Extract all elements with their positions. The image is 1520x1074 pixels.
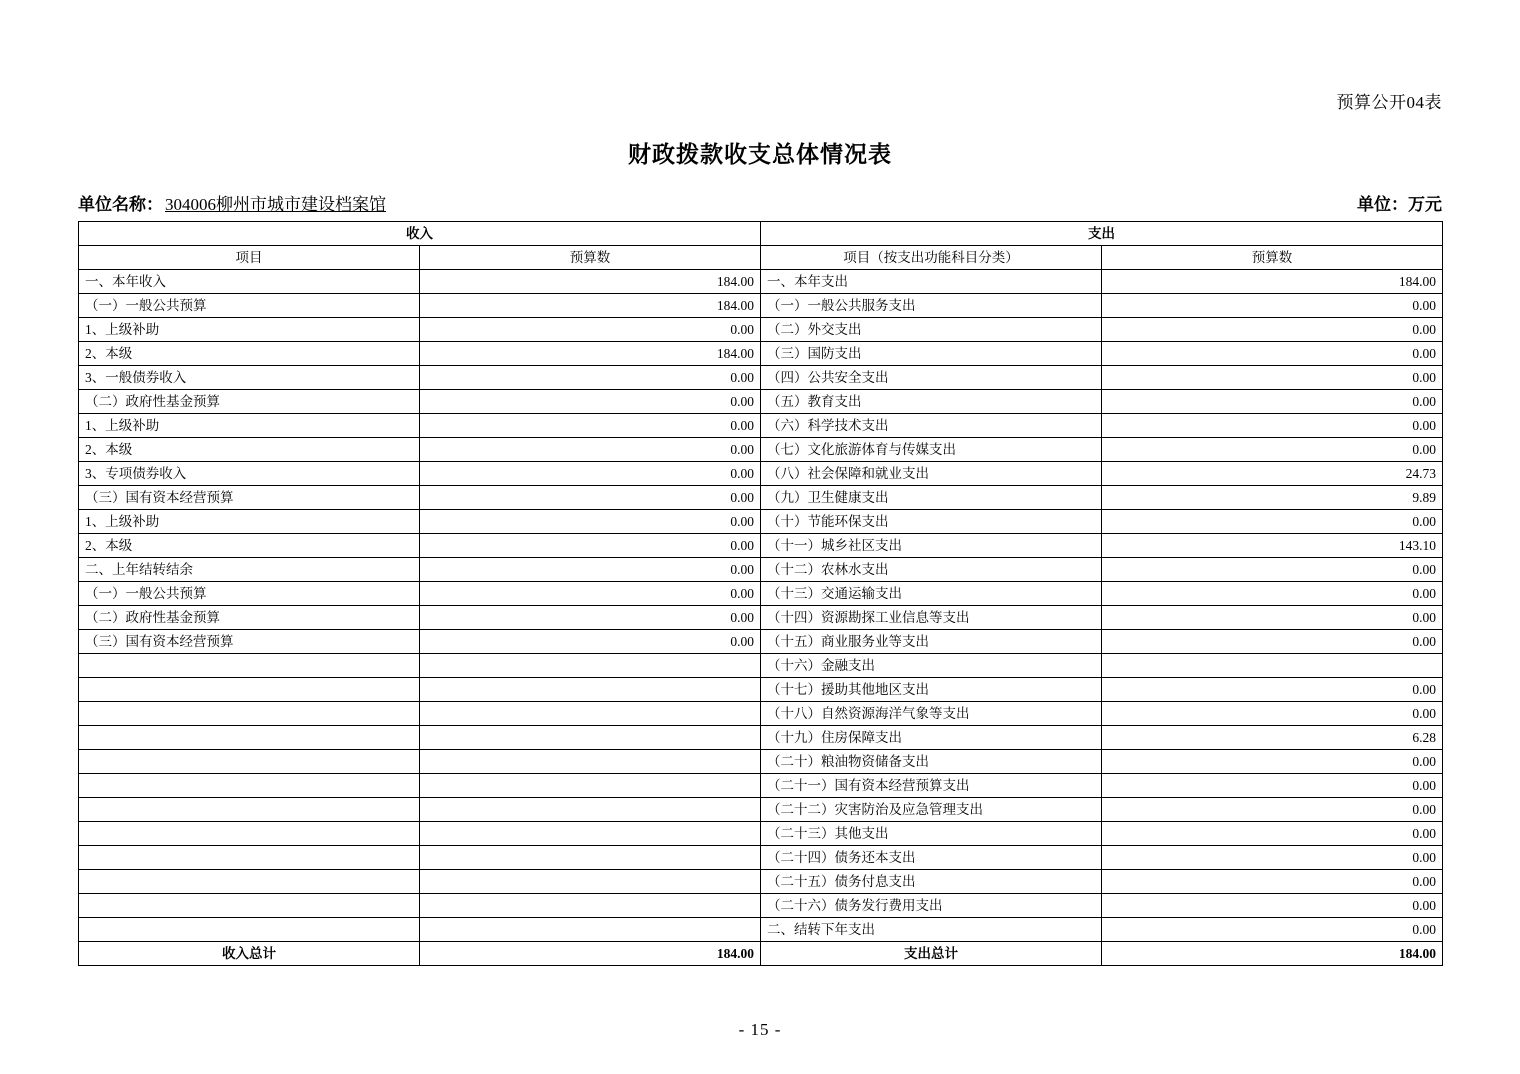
expense-item-cell: （十九）住房保障支出 (761, 726, 1102, 750)
income-item-cell: 3、专项债券收入 (79, 462, 420, 486)
expense-value-cell: 0.00 (1102, 318, 1443, 342)
income-item-cell: 2、本级 (79, 438, 420, 462)
expense-value-cell: 0.00 (1102, 606, 1443, 630)
income-value-cell: 184.00 (420, 342, 761, 366)
income-value-cell (420, 822, 761, 846)
income-item-cell: （三）国有资本经营预算 (79, 630, 420, 654)
income-item-cell: 1、上级补助 (79, 414, 420, 438)
column-header-expense-item: 项目（按支出功能科目分类） (761, 246, 1102, 270)
expense-value-cell: 0.00 (1102, 390, 1443, 414)
expense-item-cell: （二十六）债务发行费用支出 (761, 894, 1102, 918)
table-row (79, 510, 1443, 534)
total-income-label: 收入总计 (79, 942, 420, 966)
income-value-cell: 0.00 (420, 606, 761, 630)
table-total-row (79, 942, 1443, 966)
table-row (79, 774, 1443, 798)
table-row (79, 822, 1443, 846)
table-row (79, 462, 1443, 486)
expense-value-cell: 9.89 (1102, 486, 1443, 510)
income-item-cell (79, 894, 420, 918)
table-row (79, 294, 1443, 318)
table-group-header-row (79, 222, 1443, 246)
table-row (79, 438, 1443, 462)
table-row (79, 702, 1443, 726)
table-row (79, 750, 1443, 774)
expense-item-cell: （一）一般公共服务支出 (761, 294, 1102, 318)
table-row (79, 270, 1443, 294)
income-value-cell: 0.00 (420, 582, 761, 606)
income-value-cell (420, 894, 761, 918)
column-header-income-item: 项目 (79, 246, 420, 270)
unit-name-value: 304006柳州市城市建设档案馆 (165, 195, 386, 214)
table-row (79, 726, 1443, 750)
expense-item-cell: （四）公共安全支出 (761, 366, 1102, 390)
income-item-cell: 二、上年结转结余 (79, 558, 420, 582)
income-value-cell (420, 870, 761, 894)
document-tag: 预算公开04表 (1336, 93, 1442, 112)
total-income-value: 184.00 (420, 942, 761, 966)
income-item-cell: （三）国有资本经营预算 (79, 486, 420, 510)
expense-value-cell: 0.00 (1102, 774, 1443, 798)
expense-item-cell: （三）国防支出 (761, 342, 1102, 366)
expense-item-cell: （十八）自然资源海洋气象等支出 (761, 702, 1102, 726)
table-row (79, 390, 1443, 414)
column-header-income-budget: 预算数 (420, 246, 761, 270)
income-value-cell (420, 774, 761, 798)
expense-value-cell: 0.00 (1102, 702, 1443, 726)
income-item-cell: 1、上级补助 (79, 510, 420, 534)
table-row (79, 846, 1443, 870)
expense-item-cell: （二十一）国有资本经营预算支出 (761, 774, 1102, 798)
income-value-cell: 0.00 (420, 462, 761, 486)
expense-item-cell: （十五）商业服务业等支出 (761, 630, 1102, 654)
income-value-cell: 0.00 (420, 414, 761, 438)
table-row (79, 678, 1443, 702)
income-value-cell (420, 918, 761, 942)
table-row (79, 582, 1443, 606)
expense-item-cell: （十四）资源勘探工业信息等支出 (761, 606, 1102, 630)
table-row (79, 630, 1443, 654)
page-title: 财政拨款收支总体情况表 (628, 142, 892, 167)
income-item-cell: 2、本级 (79, 534, 420, 558)
table-row (79, 318, 1443, 342)
income-value-cell: 0.00 (420, 438, 761, 462)
table-column-header-row (79, 246, 1443, 270)
income-item-cell (79, 846, 420, 870)
income-item-cell: 2、本级 (79, 342, 420, 366)
income-item-cell: （二）政府性基金预算 (79, 390, 420, 414)
income-value-cell (420, 750, 761, 774)
table-row (79, 870, 1443, 894)
table-row (79, 534, 1443, 558)
income-item-cell: 1、上级补助 (79, 318, 420, 342)
expense-item-cell: （九）卫生健康支出 (761, 486, 1102, 510)
expense-value-cell: 0.00 (1102, 558, 1443, 582)
income-item-cell (79, 774, 420, 798)
expense-value-cell: 0.00 (1102, 630, 1443, 654)
total-expense-label: 支出总计 (761, 942, 1102, 966)
expense-value-cell: 0.00 (1102, 438, 1443, 462)
expense-value-cell: 0.00 (1102, 582, 1443, 606)
income-item-cell (79, 654, 420, 678)
income-value-cell: 184.00 (420, 294, 761, 318)
expense-value-cell: 24.73 (1102, 462, 1443, 486)
expense-item-cell: （十七）援助其他地区支出 (761, 678, 1102, 702)
income-item-cell (79, 870, 420, 894)
unit-name-label: 单位名称： (78, 195, 163, 214)
expense-item-cell: 二、结转下年支出 (761, 918, 1102, 942)
table-row (79, 558, 1443, 582)
income-value-cell: 0.00 (420, 534, 761, 558)
meta-row (78, 190, 1442, 216)
table-row (79, 366, 1443, 390)
expense-value-cell: 6.28 (1102, 726, 1443, 750)
income-item-cell: （二）政府性基金预算 (79, 606, 420, 630)
expense-value-cell: 0.00 (1102, 750, 1443, 774)
income-value-cell (420, 846, 761, 870)
income-value-cell: 0.00 (420, 366, 761, 390)
income-value-cell (420, 678, 761, 702)
expense-item-cell: （五）教育支出 (761, 390, 1102, 414)
expense-value-cell: 0.00 (1102, 366, 1443, 390)
expense-value-cell (1102, 654, 1443, 678)
income-value-cell (420, 654, 761, 678)
income-value-cell: 0.00 (420, 558, 761, 582)
table-row (79, 918, 1443, 942)
income-value-cell: 0.00 (420, 318, 761, 342)
table-row (79, 414, 1443, 438)
expense-item-cell: （二十四）债务还本支出 (761, 846, 1102, 870)
income-value-cell: 0.00 (420, 630, 761, 654)
table-row (79, 654, 1443, 678)
income-item-cell: 一、本年收入 (79, 270, 420, 294)
expense-item-cell: （二十二）灾害防治及应急管理支出 (761, 798, 1102, 822)
income-item-cell: 3、一般债券收入 (79, 366, 420, 390)
income-item-cell (79, 822, 420, 846)
expense-item-cell: （二十三）其他支出 (761, 822, 1102, 846)
income-item-cell (79, 726, 420, 750)
income-item-cell (79, 678, 420, 702)
income-item-cell (79, 918, 420, 942)
budget-table (78, 221, 1443, 966)
table-row (79, 606, 1443, 630)
page-number: - 15 - (738, 1020, 782, 1039)
total-expense-value: 184.00 (1102, 942, 1443, 966)
amount-unit: 单位：万元 (1357, 195, 1442, 214)
unit-name (78, 190, 388, 215)
expense-value-cell: 0.00 (1102, 294, 1443, 318)
income-item-cell (79, 750, 420, 774)
expense-value-cell: 184.00 (1102, 270, 1443, 294)
income-value-cell: 184.00 (420, 270, 761, 294)
expense-value-cell: 0.00 (1102, 918, 1443, 942)
income-item-cell: （一）一般公共预算 (79, 294, 420, 318)
group-header-income: 收入 (79, 222, 761, 246)
income-item-cell: （一）一般公共预算 (79, 582, 420, 606)
group-header-expense: 支出 (761, 222, 1443, 246)
income-item-cell (79, 702, 420, 726)
expense-item-cell: （七）文化旅游体育与传媒支出 (761, 438, 1102, 462)
income-value-cell (420, 702, 761, 726)
expense-item-cell: （十三）交通运输支出 (761, 582, 1102, 606)
expense-item-cell: （十一）城乡社区支出 (761, 534, 1102, 558)
table-row (79, 894, 1443, 918)
expense-value-cell: 0.00 (1102, 846, 1443, 870)
table-row (79, 486, 1443, 510)
expense-item-cell: （二）外交支出 (761, 318, 1102, 342)
expense-value-cell: 0.00 (1102, 510, 1443, 534)
expense-item-cell: （六）科学技术支出 (761, 414, 1102, 438)
table-row (79, 342, 1443, 366)
expense-value-cell: 0.00 (1102, 822, 1443, 846)
expense-value-cell: 0.00 (1102, 414, 1443, 438)
expense-item-cell: （十二）农林水支出 (761, 558, 1102, 582)
income-value-cell (420, 726, 761, 750)
expense-value-cell: 0.00 (1102, 678, 1443, 702)
expense-value-cell: 0.00 (1102, 798, 1443, 822)
column-header-expense-budget: 预算数 (1102, 246, 1443, 270)
expense-item-cell: （二十）粮油物资储备支出 (761, 750, 1102, 774)
income-item-cell (79, 798, 420, 822)
table-row (79, 798, 1443, 822)
expense-item-cell: （十六）金融支出 (761, 654, 1102, 678)
income-value-cell: 0.00 (420, 390, 761, 414)
income-value-cell: 0.00 (420, 510, 761, 534)
expense-value-cell: 0.00 (1102, 894, 1443, 918)
expense-item-cell: 一、本年支出 (761, 270, 1102, 294)
expense-item-cell: （八）社会保障和就业支出 (761, 462, 1102, 486)
income-value-cell (420, 798, 761, 822)
income-value-cell: 0.00 (420, 486, 761, 510)
expense-value-cell: 0.00 (1102, 870, 1443, 894)
expense-item-cell: （二十五）债务付息支出 (761, 870, 1102, 894)
expense-value-cell: 143.10 (1102, 534, 1443, 558)
expense-value-cell: 0.00 (1102, 342, 1443, 366)
expense-item-cell: （十）节能环保支出 (761, 510, 1102, 534)
